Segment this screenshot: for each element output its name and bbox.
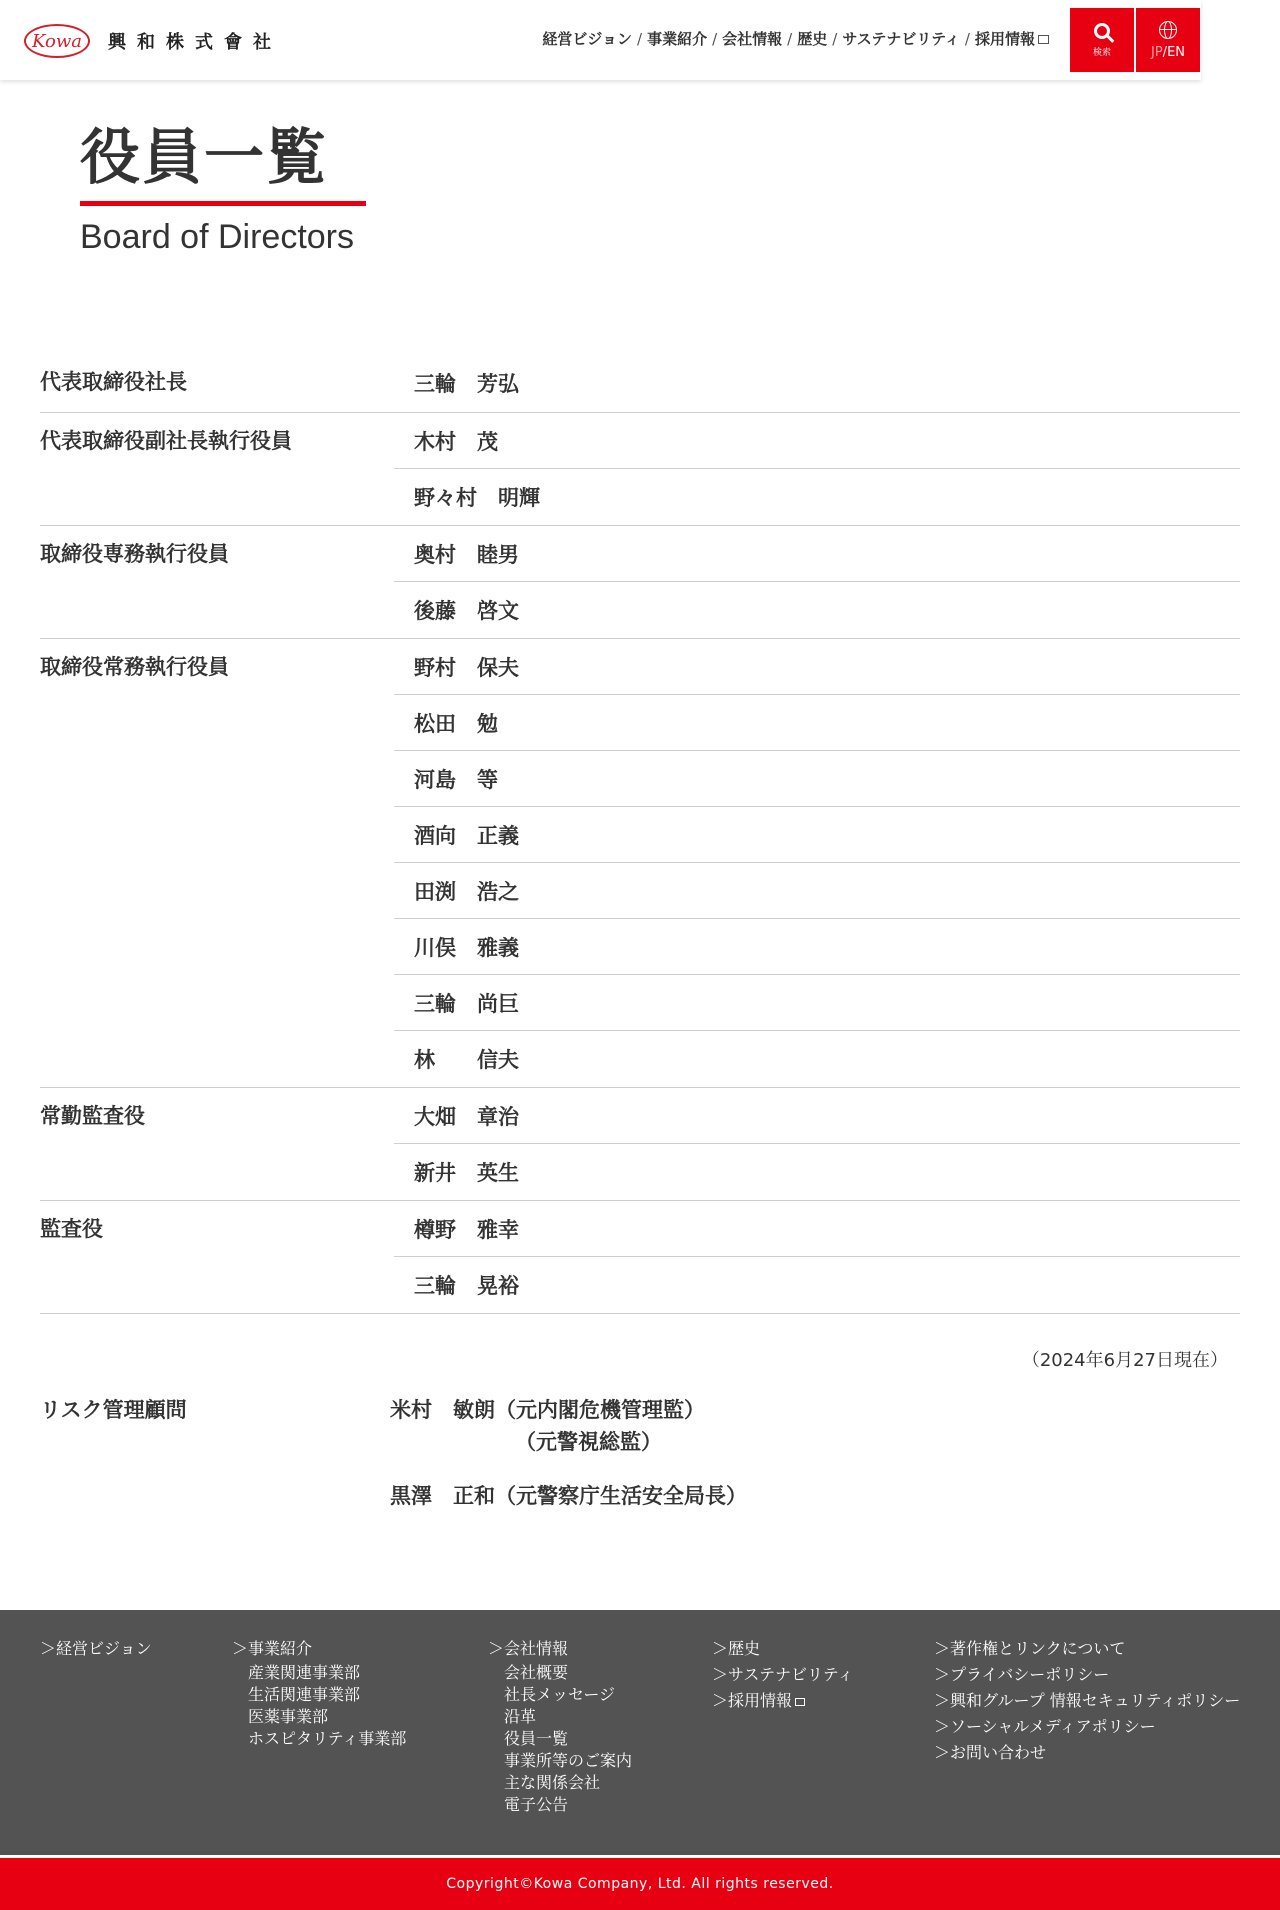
footer-link-sustainability[interactable]: ＞サステナビリティ: [712, 1665, 854, 1684]
director-name: 木村 茂: [394, 413, 1240, 469]
site-header: [0, 0, 1201, 80]
nav-item-recruit-label: 採用情報: [974, 30, 1035, 48]
footer-col-company: [488, 1636, 632, 1816]
advisor-line: 黒澤 正和（元警察庁生活安全局長）: [390, 1484, 747, 1508]
lang-jp[interactable]: JP: [1150, 44, 1163, 60]
nav-item-recruit[interactable]: [975, 28, 1049, 49]
globe-icon: [1159, 21, 1177, 39]
footer-sublink[interactable]: 事業所等のご案内: [504, 1751, 633, 1770]
lang-separator: /: [1162, 44, 1168, 60]
board-group: [40, 639, 1240, 1088]
footer-link-recruit[interactable]: [712, 1688, 853, 1714]
board-group: [40, 526, 1240, 639]
footer-link-company[interactable]: ＞会社情報: [488, 1639, 569, 1658]
search-button[interactable]: [1070, 8, 1134, 72]
director-name: 奥村 睦男: [394, 526, 1240, 582]
name-list: [394, 526, 1240, 638]
director-name: 田渕 浩之: [394, 863, 1240, 919]
footer-sublink[interactable]: 電子公告: [504, 1795, 569, 1814]
footer-link-business[interactable]: ＞事業紹介: [232, 1639, 313, 1658]
page-subtitle: Board of Directors: [80, 218, 354, 256]
director-name: 川俣 雅義: [394, 919, 1240, 975]
footer-sublink[interactable]: 医薬事業部: [248, 1707, 329, 1726]
lang-en[interactable]: EN: [1167, 44, 1186, 60]
footer-link-contact[interactable]: ＞お問い合わせ: [934, 1743, 1047, 1762]
nav-separator: /: [712, 29, 718, 48]
site-logo[interactable]: [24, 24, 282, 58]
search-icon: [1094, 23, 1110, 39]
board-group: [40, 354, 1240, 413]
director-name: 三輪 芳弘: [414, 372, 519, 396]
footer-link-security-policy[interactable]: ＞興和グループ 情報セキュリティポリシー: [934, 1691, 1241, 1710]
role-label: 常勤監査役: [40, 1104, 145, 1128]
name-list: [394, 354, 1240, 412]
footer-sublink[interactable]: ホスピタリティ事業部: [248, 1729, 407, 1748]
director-name: 林 信夫: [414, 1048, 519, 1072]
board-table: [40, 354, 1240, 1314]
external-link-icon: [795, 1698, 805, 1706]
footer-sublink[interactable]: 会社概要: [504, 1663, 569, 1682]
director-name: 野々村 明輝: [414, 486, 540, 510]
footer-sublink[interactable]: 主な関係会社: [504, 1773, 601, 1792]
role-label: 代表取締役社長: [40, 370, 187, 394]
role-label: 監査役: [40, 1217, 103, 1241]
nav-separator: /: [787, 29, 793, 48]
language-switch[interactable]: [1136, 8, 1200, 72]
role-label: 取締役常務執行役員: [40, 655, 229, 679]
footer-link-history[interactable]: ＞歴史: [712, 1639, 761, 1658]
advisor-line: 米村 敏朗（元内閣危機管理監）: [390, 1398, 705, 1422]
nav-item-history[interactable]: 歴史: [797, 30, 828, 48]
search-button-label: 検索: [1092, 47, 1111, 58]
name-list: [394, 1201, 1240, 1313]
footer-sublink[interactable]: 産業関連事業部: [248, 1663, 361, 1682]
risk-advisors: [40, 1394, 1240, 1534]
nav-item-vision[interactable]: 経営ビジョン: [542, 30, 633, 48]
name-list: [394, 1088, 1240, 1200]
director-name: 酒向 正義: [394, 807, 1240, 863]
footer-col-business: [232, 1636, 406, 1750]
name-list: [394, 413, 1240, 525]
advisor-role-label: リスク管理顧問: [40, 1398, 187, 1422]
name-list: [394, 639, 1240, 1087]
director-name: 三輪 尚巨: [394, 975, 1240, 1031]
footer-link-vision[interactable]: ＞経営ビジョン: [40, 1639, 152, 1658]
nav-item-business[interactable]: 事業紹介: [647, 30, 708, 48]
role-label: 代表取締役副社長執行役員: [40, 429, 292, 453]
footer-col-misc: [712, 1636, 853, 1714]
page-title: 役員一覧: [80, 123, 328, 193]
director-name: 野村 保夫: [394, 639, 1240, 695]
footer-link-social-media-policy[interactable]: ＞ソーシャルメディアポリシー: [934, 1717, 1156, 1736]
kowa-logo-icon: Kowa: [24, 24, 90, 58]
advisor-item: [390, 1394, 1240, 1458]
board-group: [40, 413, 1240, 526]
director-name: 新井 英生: [414, 1161, 519, 1185]
nav-item-company[interactable]: 会社情報: [722, 30, 783, 48]
nav-item-sustainability[interactable]: サステナビリティ: [842, 30, 960, 48]
as-of-date: （2024年6月27日現在）: [1021, 1350, 1228, 1371]
footer-sublink[interactable]: 生活関連事業部: [248, 1685, 361, 1704]
language-options: [1151, 45, 1185, 60]
board-group: [40, 1201, 1240, 1314]
director-name: 三輪 晃裕: [414, 1274, 519, 1298]
director-name: 樽野 雅幸: [394, 1201, 1240, 1257]
advisor-list: [390, 1394, 1240, 1534]
director-name: 松田 勉: [394, 695, 1240, 751]
external-link-icon: [1038, 35, 1049, 44]
nav-separator: /: [832, 29, 838, 48]
board-group: [40, 1088, 1240, 1201]
director-name: 大畑 章治: [394, 1088, 1240, 1144]
director-name: 後藤 啓文: [414, 599, 519, 623]
footer-sublink[interactable]: 役員一覧: [504, 1729, 569, 1748]
nav-separator: /: [637, 29, 643, 48]
footer-col-vision: [40, 1636, 152, 1662]
footer-link-privacy[interactable]: ＞プライバシーポリシー: [934, 1665, 1110, 1684]
title-underline: [80, 201, 366, 206]
global-nav: [542, 28, 1049, 49]
director-name: 河島 等: [394, 751, 1240, 807]
footer-link-recruit-label: ＞採用情報: [712, 1691, 793, 1710]
nav-separator: /: [964, 29, 970, 48]
footer-link-copyright[interactable]: ＞著作権とリンクについて: [934, 1639, 1126, 1658]
footer-col-policies: [934, 1636, 1240, 1766]
footer-sublink[interactable]: 社長メッセージ: [504, 1685, 616, 1704]
advisor-item: [390, 1480, 1240, 1512]
footer-sublink[interactable]: 沿革: [504, 1707, 537, 1726]
site-footer: [0, 1610, 1280, 1855]
company-name: 興和株式會社: [108, 32, 282, 53]
role-label: 取締役専務執行役員: [40, 542, 229, 566]
advisor-line-cont: （元警視総監）: [515, 1430, 662, 1454]
copyright-bar: Copyright©Kowa Company, Ltd. All rights reserved.: [0, 1858, 1280, 1910]
